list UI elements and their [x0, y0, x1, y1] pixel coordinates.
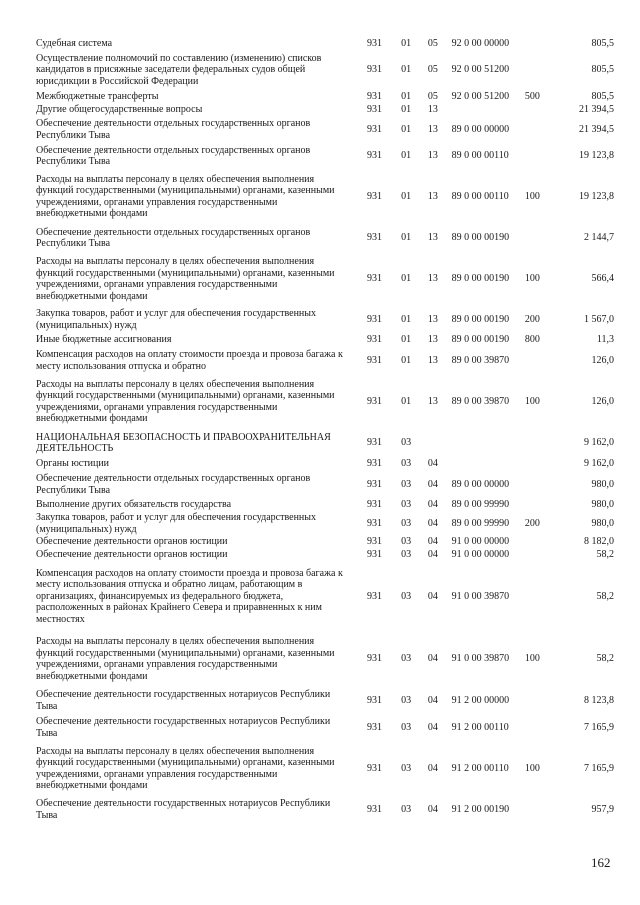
- row-section-code: 01: [401, 395, 412, 407]
- row-target-article: [446, 429, 525, 457]
- row-section-code: 01: [401, 123, 412, 135]
- row-amount: 21 394,5: [579, 103, 614, 115]
- row-name: Расходы на выплаты персоналу в целях обеспечения выполнения функций государственными (муниципальными) органами, казенными учреждениями, органами управления государственными внебюджетными фондами: [36, 256, 335, 302]
- row-target-article: 91 0 00 00000: [451, 535, 510, 547]
- row-expense-type: 800: [524, 334, 540, 346]
- table-row: [36, 429, 614, 457]
- row-name: Обеспечение деятельности органов юстиции: [36, 535, 228, 547]
- row-amount: 8 123,8: [584, 694, 614, 706]
- row-name: Расходы на выплаты персоналу в целях обеспечения выполнения функций государственными (муниципальными) органами, казенными учреждениями, органами управления государственными внебюджетными фондами: [36, 636, 335, 682]
- row-subsection-code: 04: [427, 721, 438, 733]
- row-section-code: 01: [401, 90, 412, 102]
- row-subsection-code: 04: [427, 694, 438, 706]
- row-gr-code: 931: [366, 803, 382, 815]
- row-expense-type: [525, 457, 555, 471]
- table-row: [36, 374, 614, 429]
- row-amount: 805,5: [591, 64, 614, 76]
- row-name: Компенсация расходов на оплату стоимости проезда и провоза багажа к месту использования отпуска и обратно лицам, работающим в организациях, финансируемых из федерального бюджета, расположенных в районах Крайнего Севера и приравненных к ним местностях: [36, 567, 343, 625]
- row-expense-type: 100: [524, 190, 540, 202]
- table-row: [36, 169, 614, 224]
- row-amount: 19 123,8: [579, 190, 614, 202]
- table-row: [36, 347, 614, 374]
- row-amount: 1 567,0: [584, 313, 614, 325]
- table-row: [36, 741, 614, 796]
- row-gr-code: 931: [366, 499, 382, 511]
- row-amount: 58,2: [596, 653, 614, 665]
- row-gr-code: 931: [366, 549, 382, 561]
- row-section-code: 01: [401, 37, 412, 49]
- row-subsection-code: 04: [427, 517, 438, 529]
- budget-table-body: [36, 37, 614, 823]
- row-amount: 126,0: [591, 354, 614, 366]
- row-gr-code: 931: [366, 354, 382, 366]
- table-row: [36, 548, 614, 562]
- row-gr-code: 931: [366, 535, 382, 547]
- row-name: Обеспечение деятельности органов юстиции: [36, 549, 228, 561]
- row-name: Обеспечение деятельности отдельных государственных органов Республики Тыва: [36, 226, 311, 249]
- row-expense-type: [525, 535, 555, 548]
- row-gr-code: 931: [366, 103, 382, 115]
- row-subsection-code: 04: [427, 535, 438, 547]
- table-row: [36, 562, 614, 631]
- row-subsection-code: 13: [427, 313, 438, 325]
- row-expense-type: [525, 687, 555, 714]
- row-subsection-code: 04: [427, 458, 438, 470]
- row-subsection-code: 04: [427, 478, 438, 490]
- row-subsection-code: 05: [427, 37, 438, 49]
- row-name: Обеспечение деятельности государственных нотариусов Республики Тыва: [36, 798, 331, 821]
- row-subsection-code: 04: [427, 549, 438, 561]
- row-name: Обеспечение деятельности государственных нотариусов Республики Тыва: [36, 689, 331, 712]
- row-section-code: 03: [401, 478, 412, 490]
- row-gr-code: 931: [366, 150, 382, 162]
- row-subsection-code: 04: [427, 653, 438, 665]
- table-row: [36, 224, 614, 252]
- row-section-code: 01: [401, 190, 412, 202]
- row-target-article: 89 0 00 00190: [451, 313, 510, 325]
- row-amount: 7 165,9: [584, 762, 614, 774]
- row-amount: 58,2: [596, 549, 614, 561]
- row-target-article: 92 0 00 51200: [451, 90, 510, 102]
- row-name: Органы юстиции: [36, 458, 110, 470]
- row-amount: 7 165,9: [584, 721, 614, 733]
- row-name: Выполнение других обязательств государства: [36, 499, 232, 511]
- row-subsection-code: 13: [427, 103, 438, 115]
- row-amount: 9 162,0: [584, 458, 614, 470]
- row-target-article: 89 0 00 00000: [451, 478, 510, 490]
- row-amount: 11,3: [596, 334, 614, 346]
- row-amount: 980,0: [591, 517, 614, 529]
- row-subsection-code: 05: [427, 90, 438, 102]
- budget-table: [36, 37, 614, 823]
- row-gr-code: 931: [366, 273, 382, 285]
- row-section-code: 03: [401, 590, 412, 602]
- row-expense-type: [525, 143, 555, 169]
- row-name: Расходы на выплаты персоналу в целях обеспечения выполнения функций государственными (муниципальными) органами, казенными учреждениями, органами управления государственными внебюджетными фондами: [36, 745, 335, 791]
- row-name: Обеспечение деятельности государственных нотариусов Республики Тыва: [36, 716, 331, 739]
- row-gr-code: 931: [366, 123, 382, 135]
- row-expense-type: 200: [524, 517, 540, 529]
- row-name: Расходы на выплаты персоналу в целях обеспечения выполнения функций государственными (муниципальными) органами, казенными учреждениями, органами управления государственными внебюджетными фондами: [36, 173, 335, 219]
- row-name: Другие общегосударственные вопросы: [36, 103, 203, 115]
- row-target-article: 91 2 00 00190: [451, 803, 510, 815]
- row-target-article: 91 2 00 00110: [451, 721, 509, 733]
- row-target-article: 91 2 00 00110: [451, 762, 509, 774]
- table-row: [36, 252, 614, 306]
- row-expense-type: [525, 116, 555, 143]
- row-target-article: 89 0 00 00190: [451, 273, 510, 285]
- row-target-article: 89 0 00 39870: [451, 395, 510, 407]
- row-target-article: 91 0 00 39870: [451, 590, 510, 602]
- row-gr-code: 931: [366, 694, 382, 706]
- table-row: [36, 103, 614, 116]
- row-subsection-code: 13: [427, 273, 438, 285]
- row-expense-type: [525, 548, 555, 562]
- row-name: Обеспечение деятельности отдельных государственных органов Республики Тыва: [36, 118, 311, 141]
- row-expense-type: [525, 103, 555, 116]
- table-row: [36, 535, 614, 548]
- row-section-code: 03: [401, 437, 412, 449]
- row-subsection-code: 13: [427, 232, 438, 244]
- row-section-code: 03: [401, 549, 412, 561]
- row-section-code: 01: [401, 273, 412, 285]
- row-expense-type: [525, 50, 555, 90]
- table-row: [36, 143, 614, 169]
- row-expense-type: 100: [524, 273, 540, 285]
- table-row: [36, 457, 614, 471]
- table-row: [36, 796, 614, 823]
- row-expense-type: 100: [524, 653, 540, 665]
- row-expense-type: [525, 347, 555, 374]
- row-amount: 957,9: [591, 803, 614, 815]
- row-subsection-code: 13: [427, 395, 438, 407]
- row-target-article: 89 0 00 00110: [451, 190, 509, 202]
- row-gr-code: 931: [366, 437, 382, 449]
- row-subsection-code: 05: [427, 64, 438, 76]
- row-subsection-code: 13: [427, 190, 438, 202]
- row-target-article: 91 2 00 00000: [451, 694, 510, 706]
- row-target-article: 92 0 00 00000: [451, 37, 510, 49]
- row-name: Расходы на выплаты персоналу в целях обеспечения выполнения функций государственными (муниципальными) органами, казенными учреждениями, органами управления государственными внебюджетными фондами: [36, 378, 335, 424]
- row-name: Компенсация расходов на оплату стоимости проезда и провоза багажа к месту использования отпуска и обратно: [36, 349, 343, 372]
- table-row: [36, 631, 614, 687]
- row-name: Судебная система: [36, 37, 113, 49]
- table-row: [36, 37, 614, 50]
- row-gr-code: 931: [366, 64, 382, 76]
- row-subsection-code: 04: [427, 499, 438, 511]
- row-amount: 126,0: [591, 395, 614, 407]
- table-row: [36, 471, 614, 498]
- row-expense-type: [525, 37, 555, 50]
- row-expense-type: [525, 796, 555, 823]
- row-amount: 58,2: [596, 590, 614, 602]
- row-gr-code: 931: [366, 395, 382, 407]
- row-target-article: 92 0 00 51200: [451, 64, 510, 76]
- row-gr-code: 931: [366, 37, 382, 49]
- row-section-code: 03: [401, 653, 412, 665]
- row-amount: 8 182,0: [584, 535, 614, 547]
- table-row: [36, 50, 614, 90]
- row-gr-code: 931: [366, 721, 382, 733]
- row-subsection-code: [420, 429, 446, 457]
- table-row: [36, 687, 614, 714]
- table-row: [36, 90, 614, 103]
- row-target-article: 91 0 00 39870: [451, 653, 510, 665]
- row-gr-code: 931: [366, 458, 382, 470]
- row-expense-type: 200: [524, 313, 540, 325]
- row-section-code: 03: [401, 803, 412, 815]
- row-expense-type: 100: [524, 762, 540, 774]
- row-name: Закупка товаров, работ и услуг для обеспечения государственных (муниципальных) нужд: [36, 512, 317, 535]
- row-section-code: 01: [401, 354, 412, 366]
- row-gr-code: 931: [366, 313, 382, 325]
- row-subsection-code: 13: [427, 334, 438, 346]
- row-section-code: 01: [401, 64, 412, 76]
- row-target-article: 89 0 00 00190: [451, 334, 510, 346]
- row-section-code: 01: [401, 232, 412, 244]
- row-gr-code: 931: [366, 190, 382, 202]
- row-name: Межбюджетные трансферты: [36, 90, 159, 102]
- row-section-code: 01: [401, 334, 412, 346]
- row-target-article: 89 0 00 00000: [451, 123, 510, 135]
- row-target-article: 91 0 00 00000: [451, 549, 510, 561]
- row-gr-code: 931: [366, 762, 382, 774]
- row-expense-type: [525, 471, 555, 498]
- row-expense-type: [525, 562, 555, 631]
- row-amount: 566,4: [591, 273, 614, 285]
- row-target-article: 89 0 00 00190: [451, 232, 510, 244]
- row-subsection-code: 13: [427, 150, 438, 162]
- row-gr-code: 931: [366, 90, 382, 102]
- row-section-code: 01: [401, 103, 412, 115]
- row-section-code: 03: [401, 499, 412, 511]
- row-section-code: 03: [401, 762, 412, 774]
- row-amount: 980,0: [591, 478, 614, 490]
- row-amount: 2 144,7: [584, 232, 614, 244]
- row-target-article: [446, 457, 525, 471]
- row-gr-code: 931: [366, 478, 382, 490]
- row-gr-code: 931: [366, 232, 382, 244]
- row-amount: 9 162,0: [584, 437, 614, 449]
- row-section-code: 03: [401, 721, 412, 733]
- row-subsection-code: 04: [427, 762, 438, 774]
- row-subsection-code: 13: [427, 123, 438, 135]
- row-name: Осуществление полномочий по составлению (изменению) списков кандидатов в присяжные заседатели федеральных судов общей юрисдикции в Российской Федерации: [36, 52, 322, 87]
- row-section-code: 01: [401, 150, 412, 162]
- row-target-article: 89 0 00 99990: [451, 499, 510, 511]
- row-amount: 21 394,5: [579, 123, 614, 135]
- row-expense-type: [525, 498, 555, 512]
- row-target-article: 89 0 00 99990: [451, 517, 510, 529]
- row-section-code: 03: [401, 535, 412, 547]
- row-amount: 805,5: [591, 37, 614, 49]
- row-name: Обеспечение деятельности отдельных государственных органов Республики Тыва: [36, 144, 311, 167]
- row-amount: 805,5: [591, 90, 614, 102]
- row-section-code: 01: [401, 313, 412, 325]
- row-target-article: 89 0 00 39870: [451, 354, 510, 366]
- row-gr-code: 931: [366, 653, 382, 665]
- row-subsection-code: 04: [427, 803, 438, 815]
- row-target-article: [446, 103, 525, 116]
- row-gr-code: 931: [366, 517, 382, 529]
- table-row: [36, 498, 614, 512]
- row-name: Иные бюджетные ассигнования: [36, 334, 172, 346]
- row-name: НАЦИОНАЛЬНАЯ БЕЗОПАСНОСТЬ И ПРАВООХРАНИТЕЛЬНАЯ ДЕЯТЕЛЬНОСТЬ: [36, 431, 331, 454]
- row-expense-type: [525, 224, 555, 252]
- page-number: 162: [591, 855, 611, 870]
- row-target-article: 89 0 00 00110: [451, 150, 509, 162]
- table-row: [36, 116, 614, 143]
- row-expense-type: [525, 714, 555, 741]
- table-row: [36, 333, 614, 347]
- row-name: Закупка товаров, работ и услуг для обеспечения государственных (муниципальных) нужд: [36, 308, 317, 331]
- row-subsection-code: 13: [427, 354, 438, 366]
- row-amount: 980,0: [591, 499, 614, 511]
- table-row: [36, 714, 614, 741]
- row-expense-type: 100: [524, 395, 540, 407]
- row-section-code: 03: [401, 694, 412, 706]
- table-row: [36, 306, 614, 333]
- row-gr-code: 931: [366, 590, 382, 602]
- row-gr-code: 931: [366, 334, 382, 346]
- row-subsection-code: 04: [427, 590, 438, 602]
- row-name: Обеспечение деятельности отдельных государственных органов Республики Тыва: [36, 473, 311, 496]
- row-expense-type: 500: [524, 90, 540, 102]
- row-section-code: 03: [401, 458, 412, 470]
- row-amount: 19 123,8: [579, 150, 614, 162]
- table-row: [36, 512, 614, 535]
- row-expense-type: [525, 429, 555, 457]
- row-section-code: 03: [401, 517, 412, 529]
